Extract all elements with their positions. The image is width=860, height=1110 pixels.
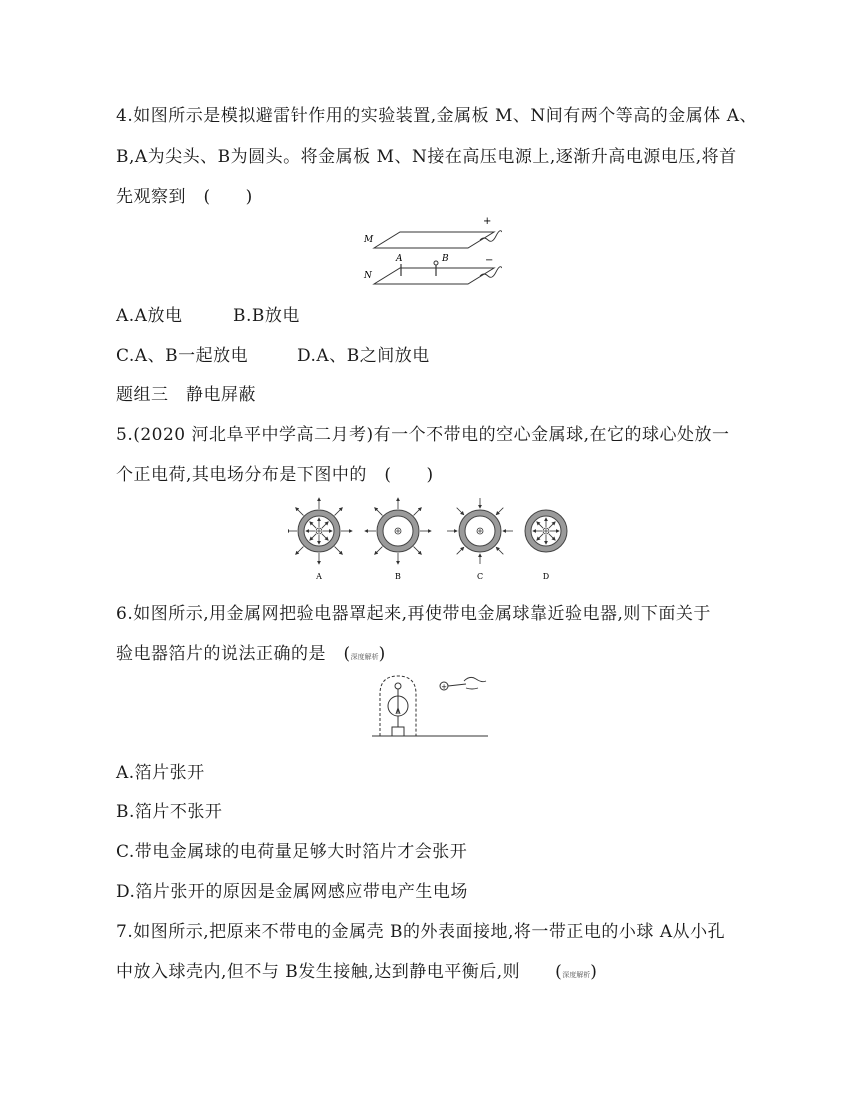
insulating-handle <box>448 684 466 686</box>
field-line-outer <box>335 547 343 555</box>
q7-line-1: 7.如图所示,把原来不带电的金属壳 B的外表面接地,将一带正电的小球 A从小孔 <box>116 922 726 942</box>
q7-line-2-text: 中放入球壳内,但不与 B发生接触,达到静电平衡后,则 ( <box>116 962 563 982</box>
q6-option-d: D.箔片张开的原因是金属网感应带电产生电场 <box>116 882 468 902</box>
label-c: C <box>476 572 484 581</box>
hand-icon <box>464 677 486 689</box>
field-line-outer <box>335 508 343 516</box>
q4-lightning-rod-figure <box>362 212 502 290</box>
q6-line-2-text: 验电器箔片的说法正确的是 ( <box>116 644 351 664</box>
field-line-outer <box>375 508 383 516</box>
q4-line-3: 先观察到 ( ) <box>116 187 253 207</box>
field-line-outer <box>414 547 422 555</box>
q7-close-paren: ) <box>590 962 598 982</box>
field-line-outer <box>496 508 503 515</box>
label-b: B <box>442 254 449 264</box>
field-line-outer <box>457 508 464 515</box>
field-line-outer <box>296 508 304 516</box>
field-line-outer <box>414 508 422 516</box>
plate-m <box>374 232 494 248</box>
q6-option-a: A.箔片张开 <box>116 763 205 783</box>
electroscope-base <box>392 727 404 736</box>
body-b-ball <box>434 261 438 265</box>
label-a: A <box>396 254 403 264</box>
section-heading: 题组三 静电屏蔽 <box>116 385 256 405</box>
analysis-tag: 深度解析 <box>350 653 379 661</box>
label-m: M <box>364 235 374 245</box>
label-minus: − <box>485 255 494 266</box>
label-d: D <box>542 572 550 581</box>
q5-line-2: 个正电荷,其电场分布是下图中的 ( ) <box>116 465 434 485</box>
q7-line-2 <box>116 957 597 982</box>
label-b: B <box>395 572 401 581</box>
q6-line-2 <box>116 639 386 664</box>
q5-field-figure <box>288 495 578 585</box>
q6-close-paren: ) <box>378 644 386 664</box>
q4-option-a: A.A放电 <box>116 306 183 326</box>
field-line-outer <box>296 547 304 555</box>
label-a: A <box>316 572 322 581</box>
label-n: N <box>364 271 372 281</box>
q4-line-2: B,A为尖头、B为圆头。将金属板 M、N接在高压电源上,逐渐升高电源电压,将首 <box>116 147 737 167</box>
analysis-tag: 深度解析 <box>562 971 591 979</box>
q4-option-b: B.B放电 <box>233 306 300 326</box>
q6-electroscope-figure <box>370 672 490 740</box>
plate-n <box>374 268 494 284</box>
plus-sign: + <box>441 683 447 691</box>
q4-option-d: D.A、B之间放电 <box>297 346 430 366</box>
q6-line-1: 6.如图所示,用金属网把验电器罩起来,再使带电金属球靠近验电器,则下面关于 <box>116 604 711 624</box>
q6-option-c: C.带电金属球的电荷量足够大时箔片才会张开 <box>116 842 468 862</box>
q4-line-1: 4.如图所示是模拟避雷针作用的实验装置,金属板 M、N间有两个等高的金属体 A、 <box>116 106 757 126</box>
q5-line-1: 5.(2020 河北阜平中学高二月考)有一个不带电的空心金属球,在它的球心处放一 <box>116 425 730 445</box>
field-line-outer <box>375 547 383 555</box>
q4-option-c: C.A、B一起放电 <box>116 346 249 366</box>
field-line-outer <box>457 547 464 554</box>
q6-option-b: B.箔片不张开 <box>116 802 223 822</box>
electroscope-knob <box>395 683 401 689</box>
label-plus: + <box>483 216 492 227</box>
field-line-outer <box>496 547 503 554</box>
